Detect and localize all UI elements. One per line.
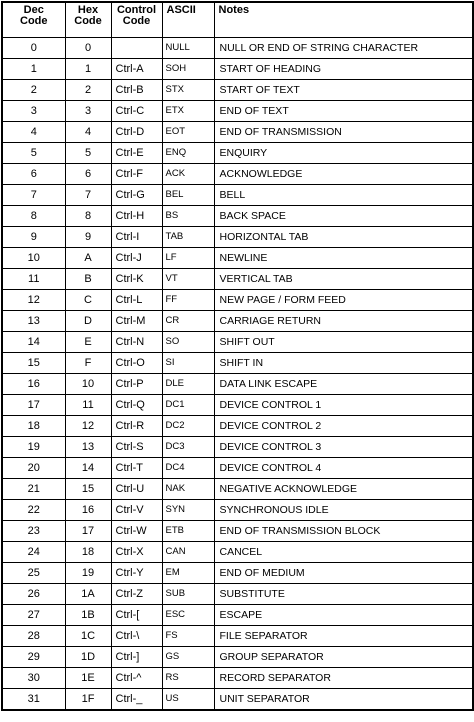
table-row: [2, 101, 473, 122]
cell-control-code: Ctrl-U: [111, 479, 162, 500]
table-row: [2, 626, 473, 647]
cell-hex-code: 1D: [65, 647, 111, 668]
cell-hex-code: F: [65, 353, 111, 374]
cell-notes: BELL: [214, 185, 473, 206]
table-row: [2, 584, 473, 605]
cell-control-code: Ctrl-K: [111, 269, 162, 290]
cell-notes: ACKNOWLEDGE: [214, 164, 473, 185]
header-row: [2, 2, 473, 38]
cell-dec-code: 31: [2, 689, 65, 711]
ascii-table: [1, 1, 474, 711]
table-row: [2, 605, 473, 626]
cell-hex-code: 10: [65, 374, 111, 395]
cell-notes: FILE SEPARATOR: [214, 626, 473, 647]
cell-dec-code: 10: [2, 248, 65, 269]
cell-dec-code: 2: [2, 80, 65, 101]
table-row: [2, 269, 473, 290]
cell-dec-code: 0: [2, 38, 65, 59]
cell-ascii: FS: [162, 626, 214, 647]
cell-control-code: Ctrl-[: [111, 605, 162, 626]
cell-dec-code: 1: [2, 59, 65, 80]
cell-dec-code: 6: [2, 164, 65, 185]
table-row: [2, 185, 473, 206]
table-row: [2, 122, 473, 143]
cell-control-code: Ctrl-_: [111, 689, 162, 711]
cell-hex-code: D: [65, 311, 111, 332]
table-row: [2, 689, 473, 711]
cell-dec-code: 29: [2, 647, 65, 668]
cell-control-code: Ctrl-S: [111, 437, 162, 458]
cell-dec-code: 12: [2, 290, 65, 311]
cell-control-code: Ctrl-J: [111, 248, 162, 269]
cell-notes: NEGATIVE ACKNOWLEDGE: [214, 479, 473, 500]
cell-dec-code: 27: [2, 605, 65, 626]
cell-dec-code: 19: [2, 437, 65, 458]
cell-notes: SUBSTITUTE: [214, 584, 473, 605]
cell-control-code: Ctrl-D: [111, 122, 162, 143]
header-hex-line1: Hex: [77, 4, 99, 16]
cell-hex-code: 0: [65, 38, 111, 59]
cell-dec-code: 26: [2, 584, 65, 605]
cell-control-code: Ctrl-A: [111, 59, 162, 80]
table-row: [2, 311, 473, 332]
cell-dec-code: 14: [2, 332, 65, 353]
cell-ascii: DC2: [162, 416, 214, 437]
cell-notes: CARRIAGE RETURN: [214, 311, 473, 332]
cell-dec-code: 20: [2, 458, 65, 479]
cell-notes: NEW PAGE / FORM FEED: [214, 290, 473, 311]
cell-hex-code: 17: [65, 521, 111, 542]
cell-hex-code: 14: [65, 458, 111, 479]
header-control-code: [111, 2, 162, 38]
cell-ascii: SYN: [162, 500, 214, 521]
cell-notes: ESCAPE: [214, 605, 473, 626]
table-row: [2, 395, 473, 416]
cell-hex-code: 1B: [65, 605, 111, 626]
cell-dec-code: 7: [2, 185, 65, 206]
table-body: [2, 38, 473, 711]
cell-notes: SYNCHRONOUS IDLE: [214, 500, 473, 521]
cell-dec-code: 4: [2, 122, 65, 143]
cell-ascii: DC3: [162, 437, 214, 458]
cell-ascii: DC1: [162, 395, 214, 416]
cell-ascii: LF: [162, 248, 214, 269]
cell-control-code: Ctrl-G: [111, 185, 162, 206]
cell-control-code: Ctrl-C: [111, 101, 162, 122]
header-dec-code: [2, 2, 65, 38]
cell-hex-code: E: [65, 332, 111, 353]
cell-ascii: SOH: [162, 59, 214, 80]
cell-notes: DEVICE CONTROL 3: [214, 437, 473, 458]
table-row: [2, 290, 473, 311]
cell-hex-code: 12: [65, 416, 111, 437]
cell-control-code: Ctrl-V: [111, 500, 162, 521]
cell-notes: CANCEL: [214, 542, 473, 563]
cell-control-code: Ctrl-X: [111, 542, 162, 563]
cell-dec-code: 11: [2, 269, 65, 290]
cell-ascii: ESC: [162, 605, 214, 626]
cell-dec-code: 8: [2, 206, 65, 227]
cell-hex-code: 11: [65, 395, 111, 416]
cell-dec-code: 28: [2, 626, 65, 647]
cell-control-code: Ctrl-E: [111, 143, 162, 164]
header-hex-line2: Code: [74, 15, 102, 27]
table-row: [2, 164, 473, 185]
cell-dec-code: 25: [2, 563, 65, 584]
cell-hex-code: 9: [65, 227, 111, 248]
cell-hex-code: 2: [65, 80, 111, 101]
cell-control-code: Ctrl-W: [111, 521, 162, 542]
cell-hex-code: C: [65, 290, 111, 311]
cell-ascii: ETX: [162, 101, 214, 122]
cell-hex-code: 19: [65, 563, 111, 584]
cell-control-code: Ctrl-I: [111, 227, 162, 248]
cell-ascii: TAB: [162, 227, 214, 248]
cell-notes: END OF TEXT: [214, 101, 473, 122]
cell-control-code: Ctrl-]: [111, 647, 162, 668]
cell-hex-code: 1A: [65, 584, 111, 605]
cell-hex-code: 1: [65, 59, 111, 80]
cell-control-code: Ctrl-R: [111, 416, 162, 437]
cell-ascii: SUB: [162, 584, 214, 605]
cell-hex-code: 13: [65, 437, 111, 458]
cell-dec-code: 18: [2, 416, 65, 437]
table-row: [2, 143, 473, 164]
cell-ascii: VT: [162, 269, 214, 290]
cell-dec-code: 22: [2, 500, 65, 521]
cell-notes: DEVICE CONTROL 1: [214, 395, 473, 416]
cell-notes: START OF TEXT: [214, 80, 473, 101]
cell-dec-code: 16: [2, 374, 65, 395]
cell-control-code: Ctrl-B: [111, 80, 162, 101]
cell-notes: NULL OR END OF STRING CHARACTER: [214, 38, 473, 59]
cell-control-code: Ctrl-P: [111, 374, 162, 395]
table-row: [2, 542, 473, 563]
cell-hex-code: 16: [65, 500, 111, 521]
cell-control-code: [111, 38, 162, 59]
cell-control-code: Ctrl-Q: [111, 395, 162, 416]
cell-ascii: NULL: [162, 38, 214, 59]
cell-control-code: Ctrl-^: [111, 668, 162, 689]
cell-hex-code: 18: [65, 542, 111, 563]
table-row: [2, 80, 473, 101]
cell-notes: END OF TRANSMISSION BLOCK: [214, 521, 473, 542]
table-row: [2, 668, 473, 689]
header-control-line1: Control: [116, 4, 157, 16]
cell-ascii: DLE: [162, 374, 214, 395]
cell-ascii: ACK: [162, 164, 214, 185]
cell-control-code: Ctrl-M: [111, 311, 162, 332]
cell-dec-code: 3: [2, 101, 65, 122]
cell-notes: END OF MEDIUM: [214, 563, 473, 584]
cell-ascii: BS: [162, 206, 214, 227]
cell-hex-code: 1C: [65, 626, 111, 647]
cell-hex-code: 1F: [65, 689, 111, 711]
cell-ascii: SO: [162, 332, 214, 353]
header-dec-line2: Code: [20, 15, 48, 27]
cell-notes: SHIFT IN: [214, 353, 473, 374]
header-notes: Notes: [214, 2, 473, 38]
cell-control-code: Ctrl-Y: [111, 563, 162, 584]
table-row: [2, 248, 473, 269]
table-header: [2, 2, 473, 38]
cell-notes: DATA LINK ESCAPE: [214, 374, 473, 395]
cell-dec-code: 9: [2, 227, 65, 248]
cell-hex-code: 1E: [65, 668, 111, 689]
cell-notes: HORIZONTAL TAB: [214, 227, 473, 248]
table-row: [2, 374, 473, 395]
cell-ascii: DC4: [162, 458, 214, 479]
cell-ascii: US: [162, 689, 214, 711]
cell-ascii: SI: [162, 353, 214, 374]
cell-ascii: ETB: [162, 521, 214, 542]
cell-ascii: CAN: [162, 542, 214, 563]
cell-hex-code: 15: [65, 479, 111, 500]
cell-control-code: Ctrl-N: [111, 332, 162, 353]
cell-ascii: FF: [162, 290, 214, 311]
cell-control-code: Ctrl-O: [111, 353, 162, 374]
cell-notes: END OF TRANSMISSION: [214, 122, 473, 143]
header-control-line2: Code: [122, 15, 151, 27]
cell-notes: UNIT SEPARATOR: [214, 689, 473, 711]
table-row: [2, 479, 473, 500]
cell-notes: RECORD SEPARATOR: [214, 668, 473, 689]
table-row: [2, 227, 473, 248]
cell-ascii: ENQ: [162, 143, 214, 164]
cell-control-code: Ctrl-H: [111, 206, 162, 227]
cell-ascii: BEL: [162, 185, 214, 206]
cell-control-code: Ctrl-T: [111, 458, 162, 479]
cell-hex-code: B: [65, 269, 111, 290]
cell-control-code: Ctrl-Z: [111, 584, 162, 605]
cell-dec-code: 24: [2, 542, 65, 563]
cell-hex-code: 6: [65, 164, 111, 185]
cell-ascii: GS: [162, 647, 214, 668]
header-ascii: ASCII: [162, 2, 214, 38]
cell-dec-code: 13: [2, 311, 65, 332]
cell-hex-code: A: [65, 248, 111, 269]
cell-hex-code: 5: [65, 143, 111, 164]
cell-control-code: Ctrl-L: [111, 290, 162, 311]
cell-control-code: Ctrl-\: [111, 626, 162, 647]
table-row: [2, 38, 473, 59]
cell-dec-code: 15: [2, 353, 65, 374]
cell-dec-code: 5: [2, 143, 65, 164]
cell-notes: START OF HEADING: [214, 59, 473, 80]
header-hex-code: [65, 2, 111, 38]
cell-notes: SHIFT OUT: [214, 332, 473, 353]
cell-hex-code: 7: [65, 185, 111, 206]
cell-hex-code: 4: [65, 122, 111, 143]
table-row: [2, 59, 473, 80]
table-row: [2, 563, 473, 584]
table-row: [2, 206, 473, 227]
table-row: [2, 437, 473, 458]
cell-hex-code: 3: [65, 101, 111, 122]
cell-ascii: CR: [162, 311, 214, 332]
cell-control-code: Ctrl-F: [111, 164, 162, 185]
cell-notes: DEVICE CONTROL 2: [214, 416, 473, 437]
cell-dec-code: 30: [2, 668, 65, 689]
cell-notes: ENQUIRY: [214, 143, 473, 164]
cell-dec-code: 17: [2, 395, 65, 416]
cell-notes: DEVICE CONTROL 4: [214, 458, 473, 479]
cell-ascii: STX: [162, 80, 214, 101]
table-row: [2, 500, 473, 521]
cell-notes: BACK SPACE: [214, 206, 473, 227]
table-row: [2, 521, 473, 542]
cell-hex-code: 8: [65, 206, 111, 227]
table-row: [2, 353, 473, 374]
cell-ascii: EM: [162, 563, 214, 584]
header-dec-line1: Dec: [23, 4, 44, 16]
cell-notes: NEWLINE: [214, 248, 473, 269]
cell-ascii: NAK: [162, 479, 214, 500]
cell-notes: GROUP SEPARATOR: [214, 647, 473, 668]
table-row: [2, 332, 473, 353]
table-row: [2, 647, 473, 668]
cell-notes: VERTICAL TAB: [214, 269, 473, 290]
table-row: [2, 416, 473, 437]
cell-dec-code: 23: [2, 521, 65, 542]
cell-dec-code: 21: [2, 479, 65, 500]
cell-ascii: RS: [162, 668, 214, 689]
cell-ascii: EOT: [162, 122, 214, 143]
table-row: [2, 458, 473, 479]
